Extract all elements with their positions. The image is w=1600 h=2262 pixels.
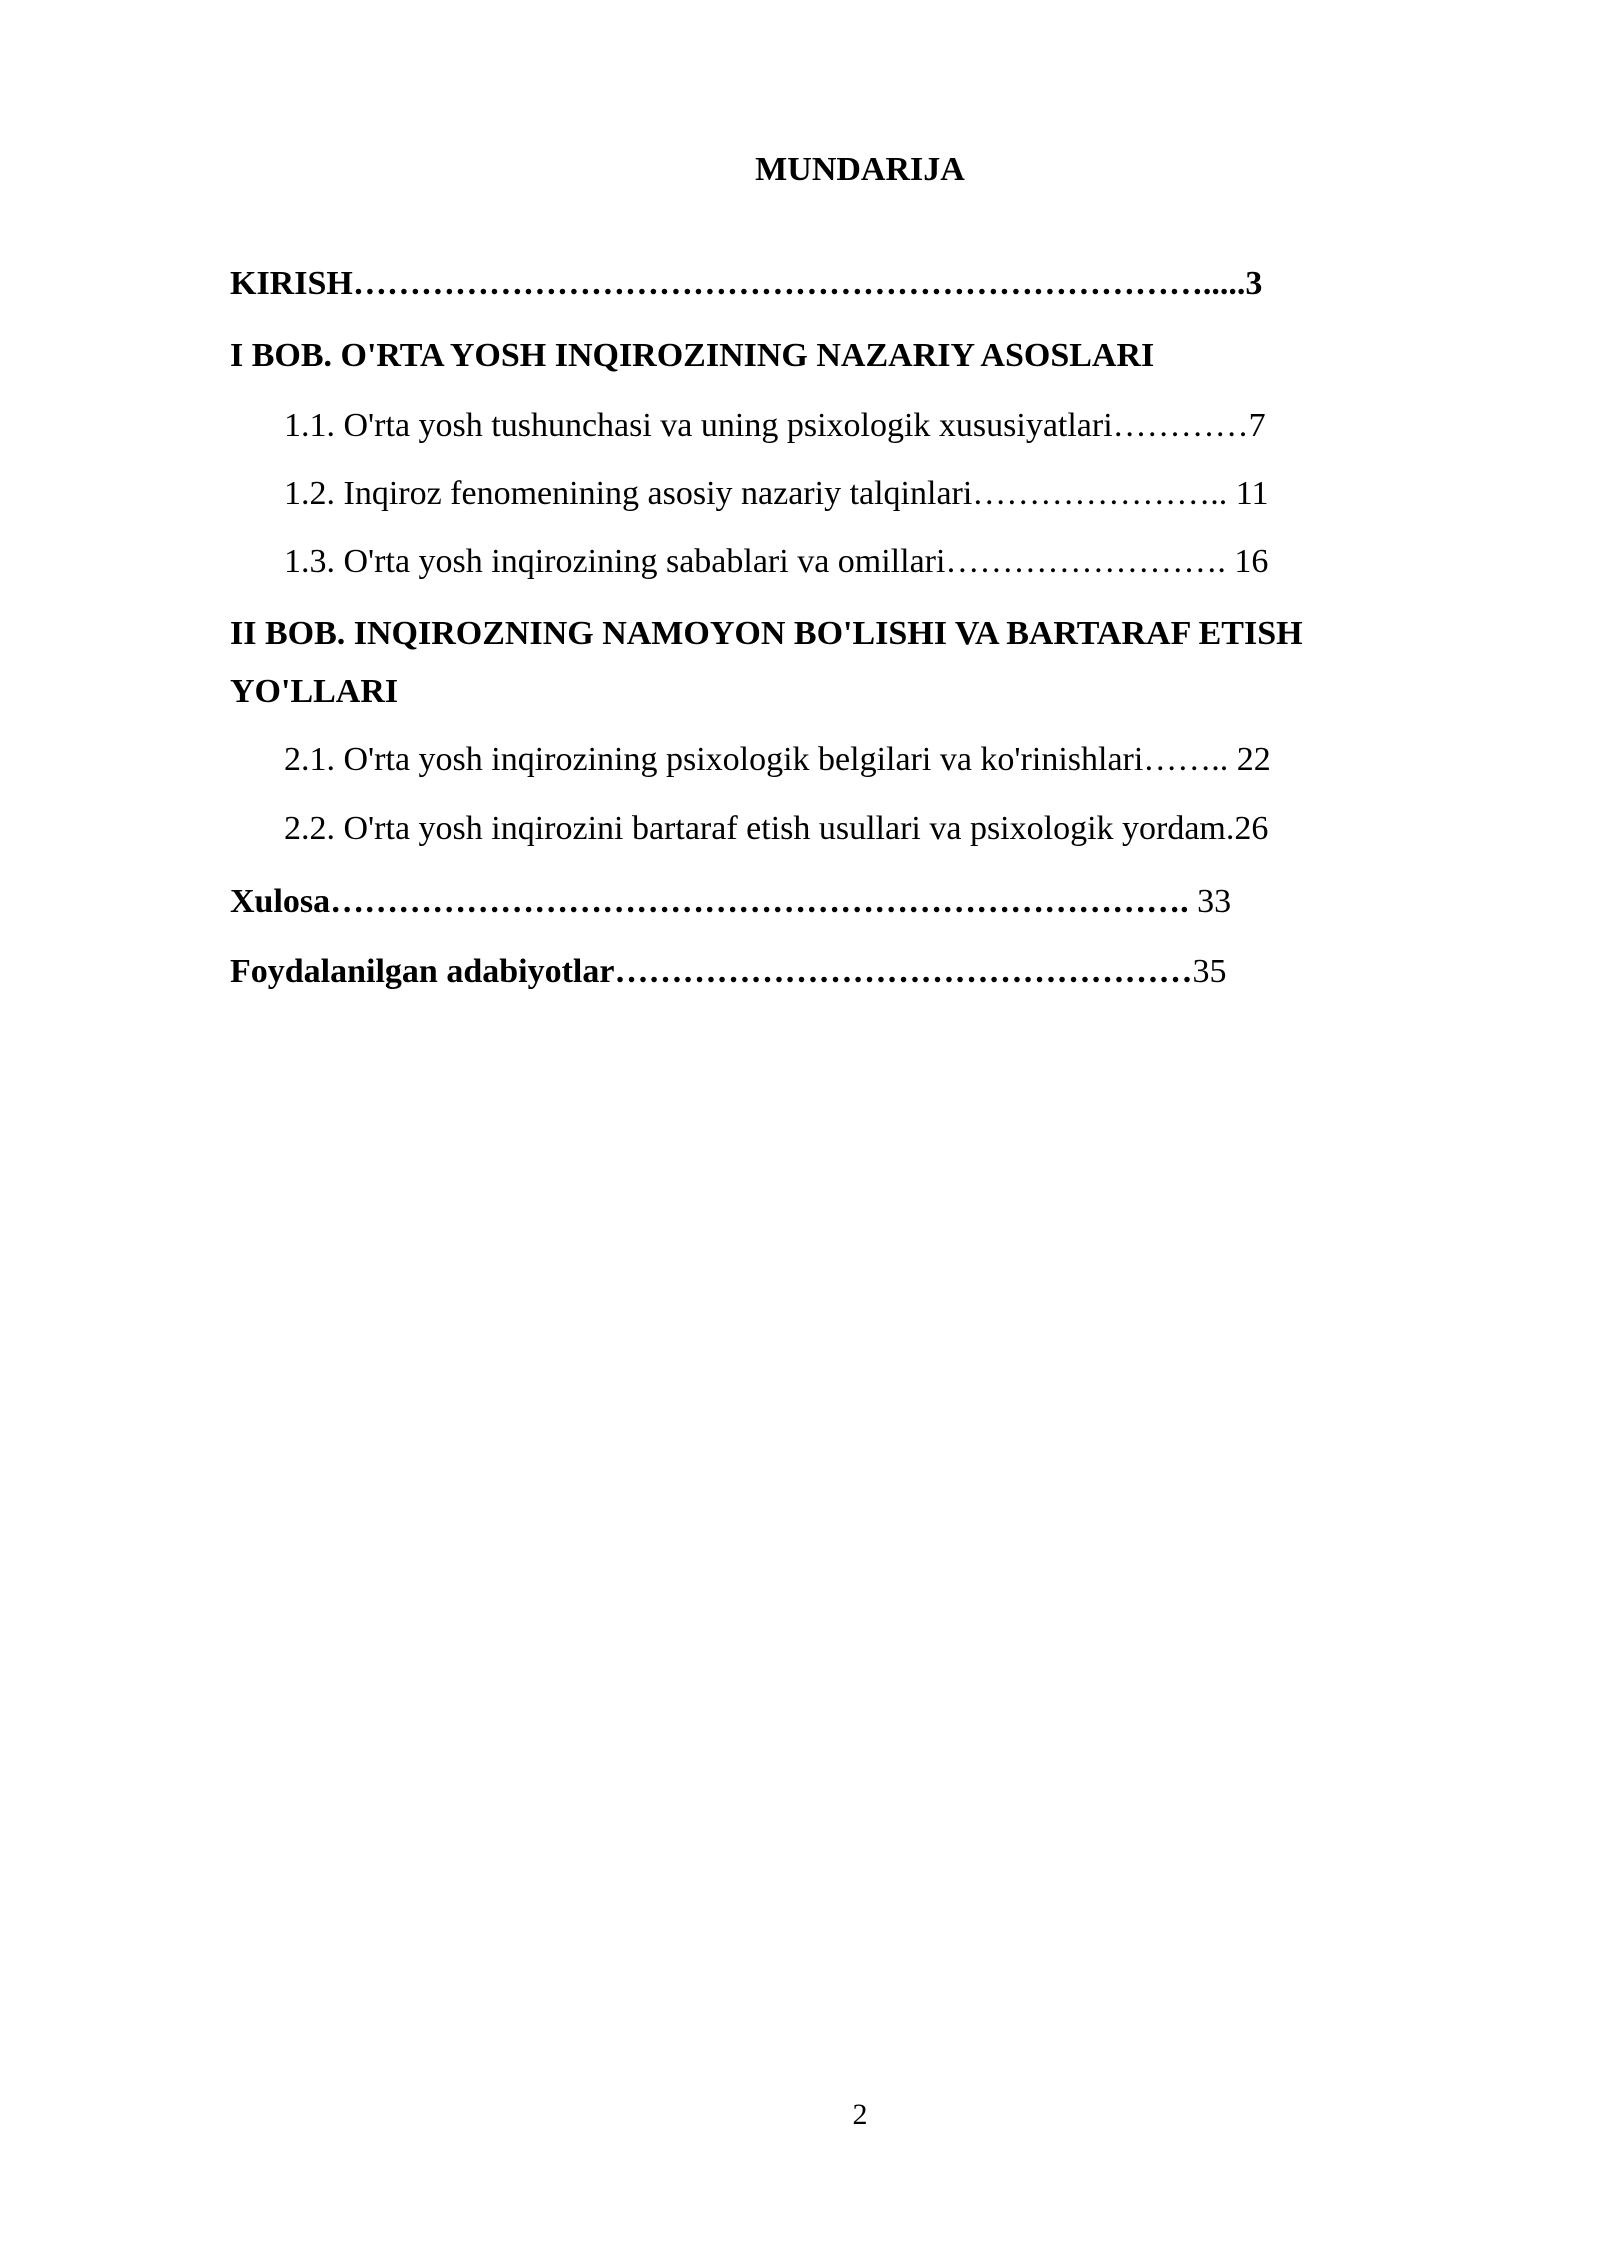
toc-entry-xulosa-label: Xulosa…………………………………………………………………. bbox=[230, 883, 1189, 920]
toc-entry-xulosa-page: 33 bbox=[1188, 883, 1232, 920]
toc-entry-xulosa[interactable] bbox=[230, 880, 1231, 924]
toc-section-1-1[interactable] bbox=[284, 404, 1266, 448]
toc-entry-kirish-text: KIRISH………………………………………………………………….....3 bbox=[230, 265, 1263, 302]
toc-section-1-1-text: 1.1. O'rta yosh tushunchasi va uning psixologik xususiyatlari…………7 bbox=[284, 407, 1266, 444]
toc-entry-kirish[interactable] bbox=[230, 262, 1262, 306]
toc-section-1-3-text: 1.3. O'rta yosh inqirozining sabablari va omillari……………………. 16 bbox=[284, 543, 1269, 580]
toc-section-1-2[interactable] bbox=[284, 472, 1269, 516]
toc-entry-adabiyotlar-page: 35 bbox=[1192, 953, 1227, 990]
toc-chapter-2[interactable] bbox=[230, 612, 1303, 656]
toc-entry-adabiyotlar[interactable] bbox=[230, 950, 1226, 994]
toc-section-2-2-text: 2.2. O'rta yosh inqirozini bartaraf etish usullari va psixologik yordam.26 bbox=[284, 810, 1269, 847]
toc-section-1-2-text: 1.2. Inqiroz fenomenining asosiy nazariy talqinlari………………….. 11 bbox=[284, 475, 1269, 512]
toc-chapter-1[interactable] bbox=[230, 334, 1154, 378]
toc-chapter-2-text-line-1: II BOB. INQIROZNING NAMOYON BO'LISHI VA BARTARAF ETISH bbox=[230, 615, 1303, 652]
toc-section-1-3[interactable] bbox=[284, 540, 1268, 584]
page-title: MUNDARIJA bbox=[755, 151, 965, 188]
toc-chapter-2-continued[interactable] bbox=[230, 670, 398, 714]
toc-section-2-2[interactable] bbox=[284, 807, 1268, 851]
toc-entry-adabiyotlar-label: Foydalanilgan adabiyotlar…………………………………………… bbox=[230, 953, 1193, 990]
toc-section-2-1-text: 2.1. O'rta yosh inqirozining psixologik belgilari va ko'rinishlari…….. 22 bbox=[284, 741, 1271, 778]
page-number: 2 bbox=[852, 2098, 868, 2131]
toc-chapter-1-text: I BOB. O'RTA YOSH INQIROZINING NAZARIY ASOSLARI bbox=[230, 337, 1155, 374]
toc-section-2-1[interactable] bbox=[284, 738, 1271, 782]
toc-chapter-2-text-line-2: YO'LLARI bbox=[230, 673, 399, 710]
